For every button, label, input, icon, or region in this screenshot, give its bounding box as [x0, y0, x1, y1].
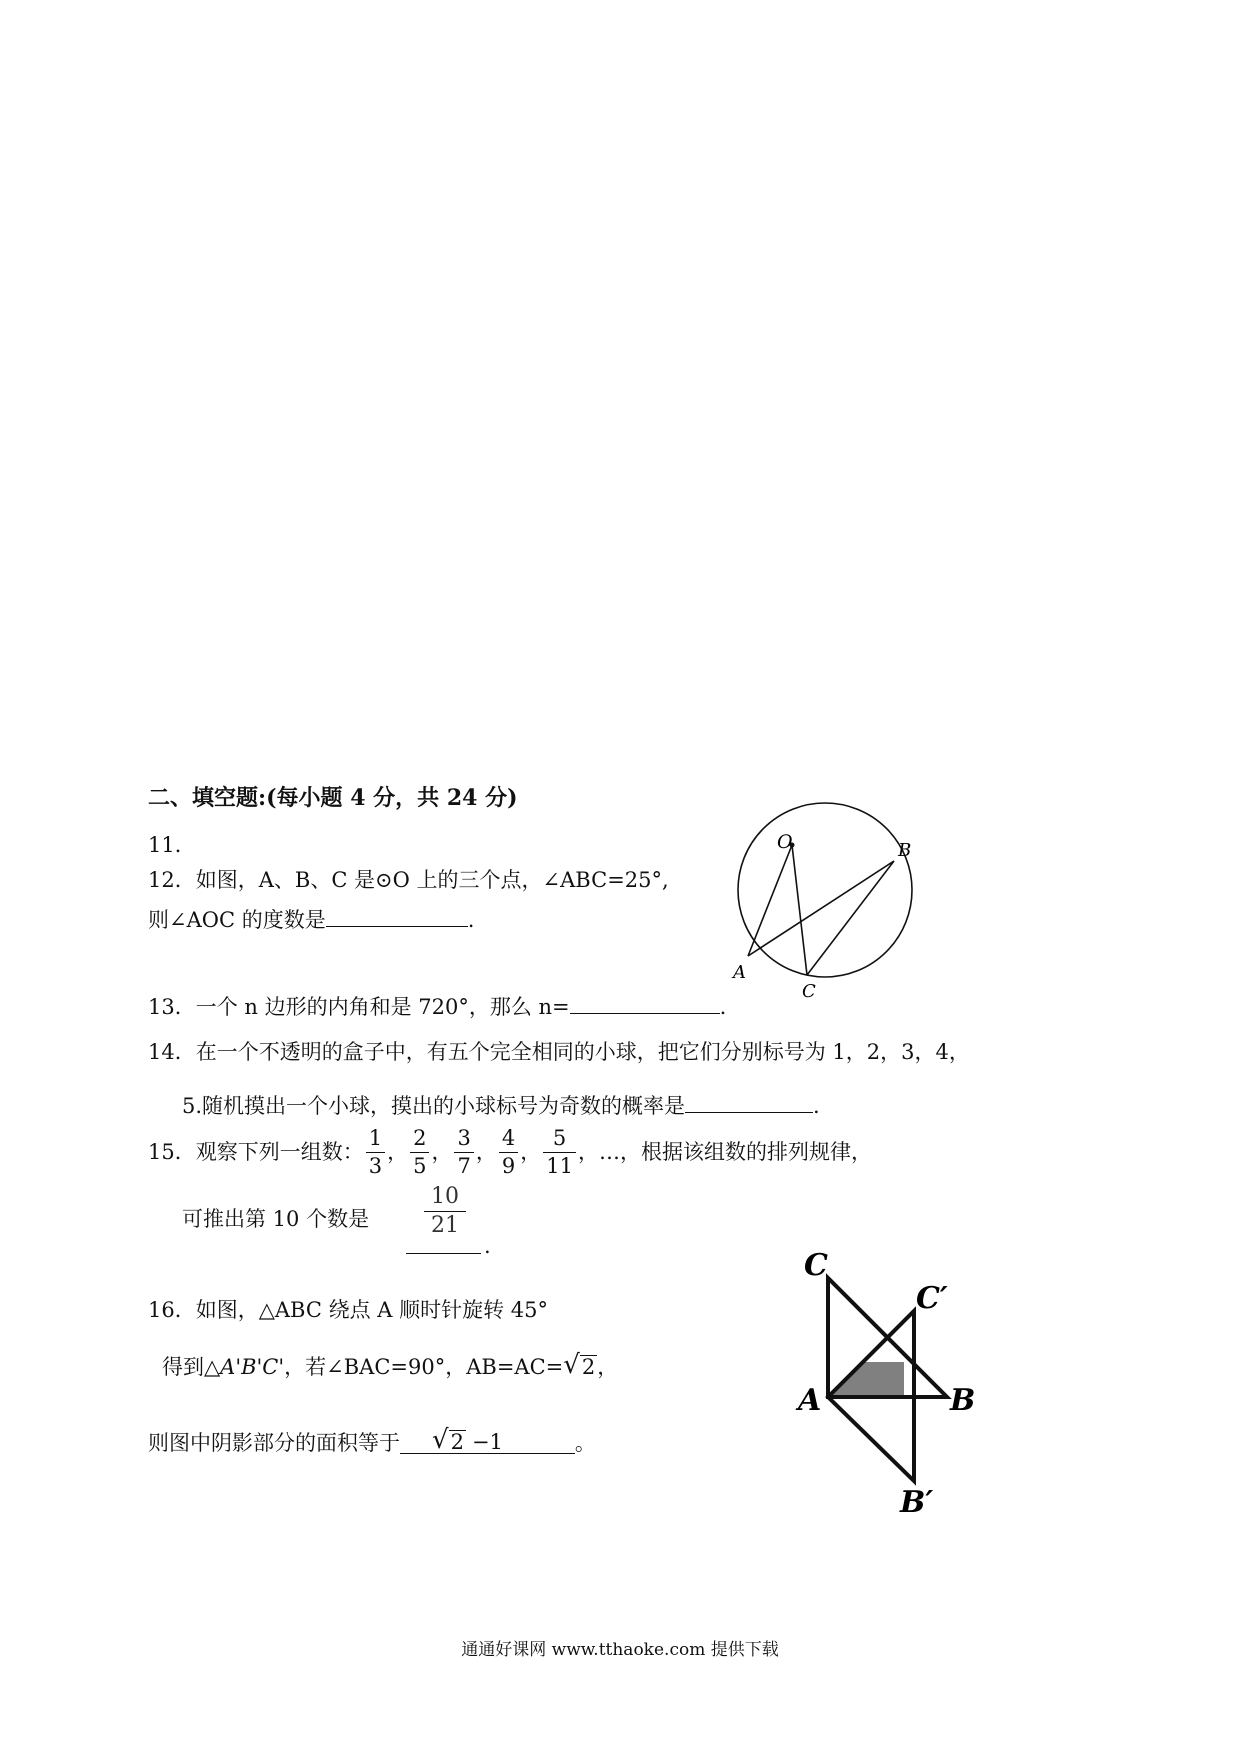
question-14-line2 [182, 1092, 820, 1117]
question-12-end: . [467, 908, 475, 932]
question-13-prompt: 13．一个 n 边形的内角和是 720°，那么 n= [148, 995, 570, 1019]
question-16-text-b: ，若∠BAC=90°，AB=AC= [284, 1355, 564, 1379]
label-c: C [802, 981, 816, 1002]
fraction-1: $\frac{1}{3}$ [366, 1128, 385, 1177]
question-15-line2-prompt: 可推出第 10 个数是 [182, 1207, 370, 1231]
label-a: A [733, 962, 746, 983]
fraction-3: $\frac{3}{7}$ [454, 1128, 473, 1177]
question-16-text-c: ， [597, 1355, 619, 1379]
question-12-line1: 12．如图，A、B、C 是⊙O 上的三个点，∠ABC=25°, [148, 868, 669, 892]
fraction-4: $\frac{4}{9}$ [499, 1128, 518, 1177]
question-13-answer-blank[interactable] [570, 993, 720, 1014]
question-11-number: 11． [148, 833, 196, 857]
question-14-end: . [813, 1094, 820, 1118]
question-13-end: . [719, 995, 727, 1019]
question-16-line3 [148, 1427, 596, 1454]
question-13 [148, 993, 726, 1018]
fraction-2: $\frac{2}{5}$ [410, 1128, 429, 1177]
label-b-prime: B′ [900, 1485, 934, 1520]
question-15-answer [405, 1186, 485, 1237]
question-14-answer-blank[interactable] [685, 1092, 813, 1113]
question-16-text-a: 得到△ [162, 1355, 221, 1379]
shaded-region [828, 1362, 904, 1397]
question-14-line1: 14．在一个不透明的盒子中，有五个完全相同的小球，把它们分别标号为 1，2，3，4， [148, 1040, 970, 1064]
question-15-end: . [484, 1234, 491, 1258]
question-16-answer[interactable] [400, 1427, 575, 1454]
answer-sqrt: √ 2 [432, 1425, 464, 1455]
question-12-line2 [148, 906, 474, 931]
question-16-prompt: 则图中阴影部分的面积等于 [148, 1431, 400, 1455]
segment-bc [807, 861, 894, 975]
circle-figure [700, 800, 960, 1000]
question-16-line2 [162, 1352, 618, 1378]
question-15-line1: 15．观察下列一组数： $\frac{1}{3}$ ， $\frac{2}{5}$ ， $\frac{3}{7}$ ， $\frac{4}{9}$ ， $\frac{5}{11}$ ，…，根据该组数的排列规律， [148, 1126, 872, 1178]
label-b: B [950, 1383, 976, 1418]
question-12-answer-blank[interactable] [326, 906, 468, 927]
page-footer: 通通好课网 www.tthaoke.com 提供下载 [461, 1640, 779, 1660]
label-a: A [798, 1383, 822, 1418]
question-16-end: 。 [574, 1431, 596, 1455]
question-16-line1: 16．如图，△ABC 绕点 A 顺时针旋转 45° [148, 1298, 549, 1322]
label-c: C [804, 1248, 828, 1283]
rotated-triangle-name: A'B'C' [220, 1355, 285, 1379]
section-heading: 二、填空题:(每小题 4 分，共 24 分) [148, 785, 518, 811]
label-b: B [898, 840, 912, 861]
label-c-prime: C′ [916, 1281, 948, 1316]
answer-rest: −1 [471, 1430, 503, 1454]
question-14-prompt: 5.随机摸出一个小球，摸出的小球标号为奇数的概率是 [182, 1094, 686, 1118]
segment-ab [748, 861, 894, 956]
label-o: O [777, 831, 793, 853]
question-15-prompt: 15．观察下列一组数： [148, 1140, 364, 1164]
question-15-continuation: ，…，根据该组数的排列规律， [577, 1140, 872, 1164]
answer-fraction: $\frac{10}{21}$ [424, 1186, 466, 1237]
fraction-5: $\frac{5}{11}$ [543, 1128, 576, 1177]
segment-oa [748, 845, 792, 956]
question-12-prompt: 则∠AOC 的度数是 [148, 908, 326, 932]
sqrt-two: √ 2 [563, 1350, 596, 1380]
rotation-figure [790, 1250, 1010, 1550]
question-15-answer-underline [406, 1253, 481, 1254]
segment-oc [792, 845, 807, 975]
